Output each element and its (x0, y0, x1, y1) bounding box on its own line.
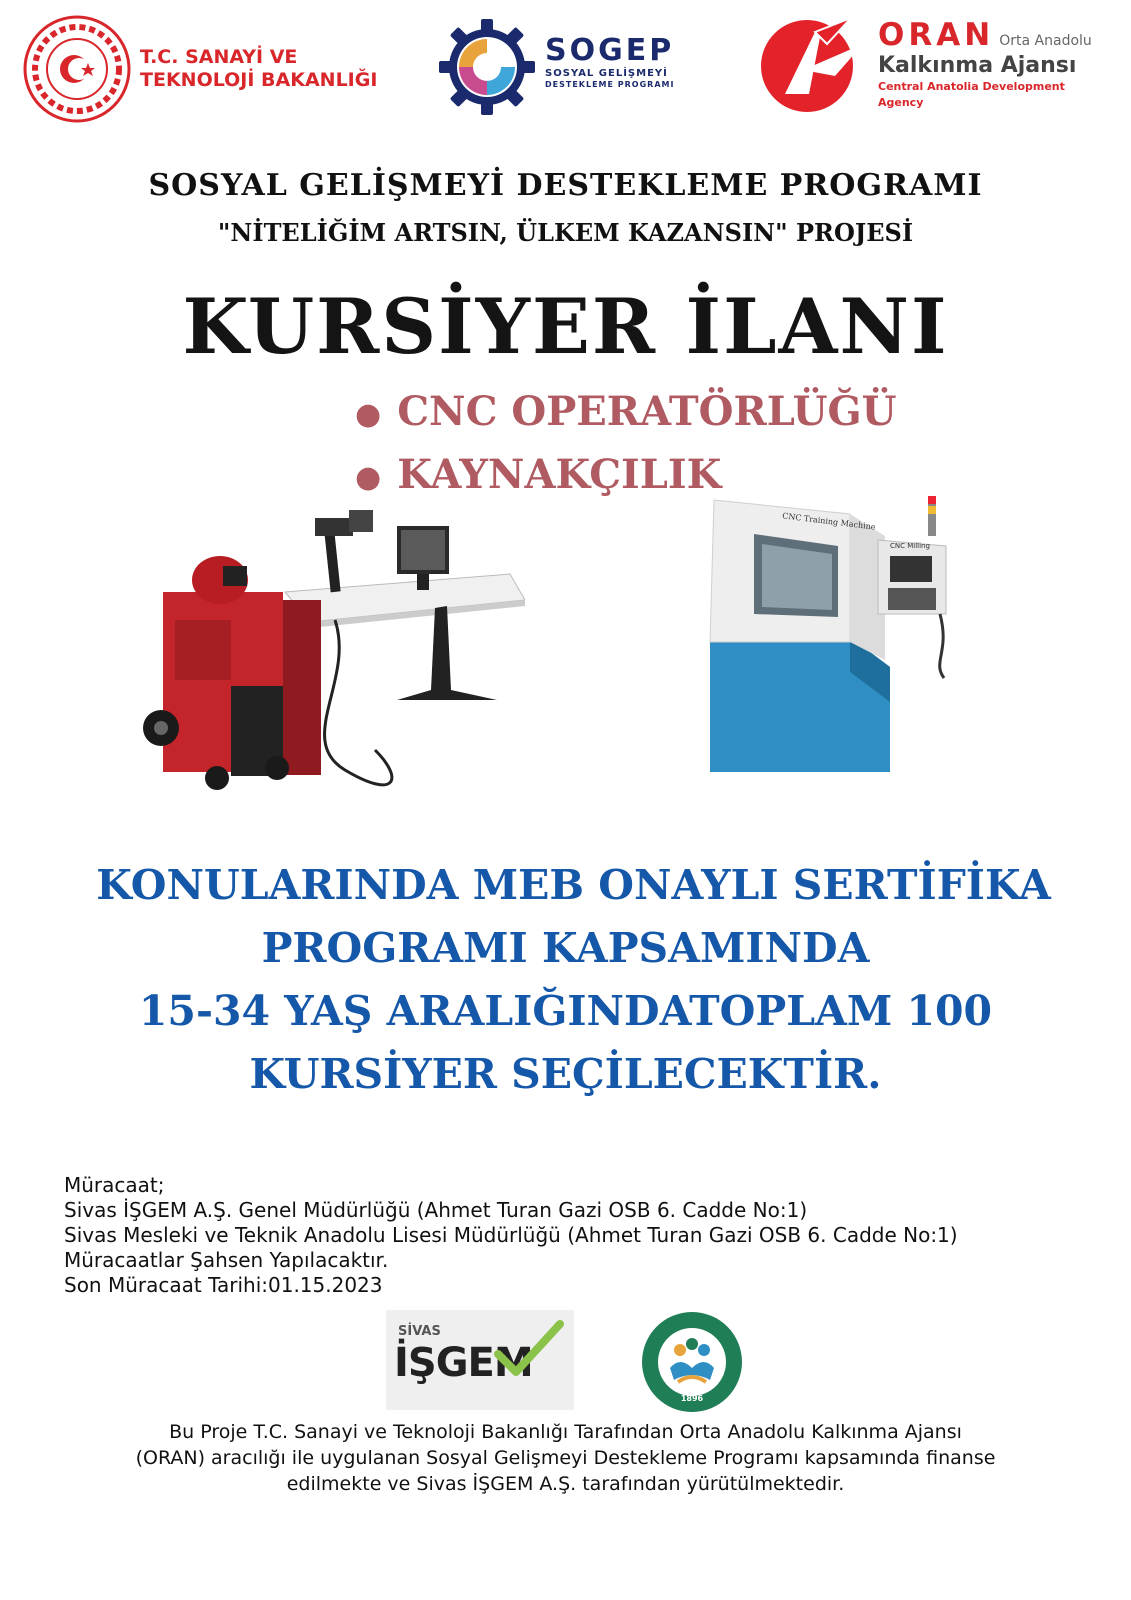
course-list (355, 382, 897, 508)
sogep-name: SOGEP (545, 33, 675, 68)
checkmark-icon (494, 1318, 564, 1378)
school-emblem (640, 1310, 744, 1414)
application-info (64, 1173, 958, 1298)
oran-name: ORAN (878, 17, 995, 53)
isgem-city: SİVAS (398, 1324, 441, 1339)
cnc-machine-label: CNC Training Machine (781, 511, 877, 532)
ministry-emblem (22, 14, 132, 124)
announcement-line4: KURSİYER SEÇİLECEKTİR. (249, 1050, 882, 1098)
isgem-name: İŞGEM (394, 1340, 533, 1386)
announcement-line3: 15-34 YAŞ ARALIĞINDATOPLAM 100 (138, 987, 993, 1035)
footer-line3: edilmekte ve Sivas İŞGEM A.Ş. tarafından yürütülmektedir. (286, 1473, 845, 1495)
isgem-logo (386, 1310, 574, 1410)
ministry-name-line1: T.C. SANAYİ VE (140, 46, 298, 68)
footer-line1: Bu Proje T.C. Sanayi ve Teknoloji Bakanlığı Tarafından Orta Anadolu Kalkınma Ajansı (169, 1421, 962, 1443)
application-deadline: Son Müracaat Tarihi:01.15.2023 (64, 1273, 383, 1297)
application-place-school: Sivas Mesleki ve Teknik Anadolu Lisesi Müdürlüğü (Ahmet Turan Gazi OSB 6. Cadde No:1) (64, 1223, 958, 1247)
sogep-sub1: SOSYAL GELİŞMEYİ (545, 68, 668, 79)
course-welding: KAYNAKÇILIK (397, 451, 722, 498)
list-item (355, 382, 897, 445)
oran-region: Orta Anadolu (999, 33, 1092, 49)
announcement (0, 854, 1131, 1106)
announcement-line1: KONULARINDA MEB ONAYLI SERTİFİKA (96, 861, 1051, 909)
application-place-isgem: Sivas İŞGEM A.Ş. Genel Müdürlüğü (Ahmet Turan Gazi OSB 6. Cadde No:1) (64, 1198, 808, 1222)
cnc-panel-label: CNC Milling (890, 542, 930, 550)
page-title: KURSİYER İLANI (182, 282, 949, 371)
program-heading: SOSYAL GELİŞMEYİ DESTEKLEME PROGRAMI (148, 168, 983, 203)
ministry-name (140, 46, 377, 92)
application-heading: Müracaat; (64, 1173, 165, 1197)
project-heading: "NİTELİĞİM ARTSIN, ÜLKEM KAZANSIN" PROJESİ (217, 218, 914, 247)
oran-emblem (755, 14, 867, 114)
announcement-line2: PROGRAMI KAPSAMINDA (261, 924, 870, 972)
welding-machine-image (135, 500, 525, 800)
oran-english: Central Anatolia Development Agency (878, 80, 1065, 109)
oran-text (878, 17, 1092, 111)
sogep-text (545, 33, 675, 90)
footer-line2: (ORAN) aracılığı ile uygulanan Sosyal Gelişmeyi Destekleme Programı kapsamında finanse (135, 1447, 996, 1469)
sogep-sub2: DESTEKLEME PROGRAMI (545, 80, 675, 89)
school-year: 1896 (680, 1394, 704, 1403)
bullet-icon: ● (355, 397, 382, 432)
ministry-name-line2: TEKNOLOJİ BAKANLIĞI (140, 69, 378, 91)
oran-agency: Kalkınma Ajansı (878, 53, 1077, 78)
course-cnc: CNC OPERATÖRLÜĞÜ (397, 388, 897, 435)
footer-note (0, 1419, 1131, 1497)
application-note: Müracaatlar Şahsen Yapılacaktır. (64, 1248, 389, 1272)
sogep-gear-icon (437, 17, 537, 117)
bullet-icon: ● (355, 460, 382, 495)
cnc-machine-image (700, 492, 950, 772)
